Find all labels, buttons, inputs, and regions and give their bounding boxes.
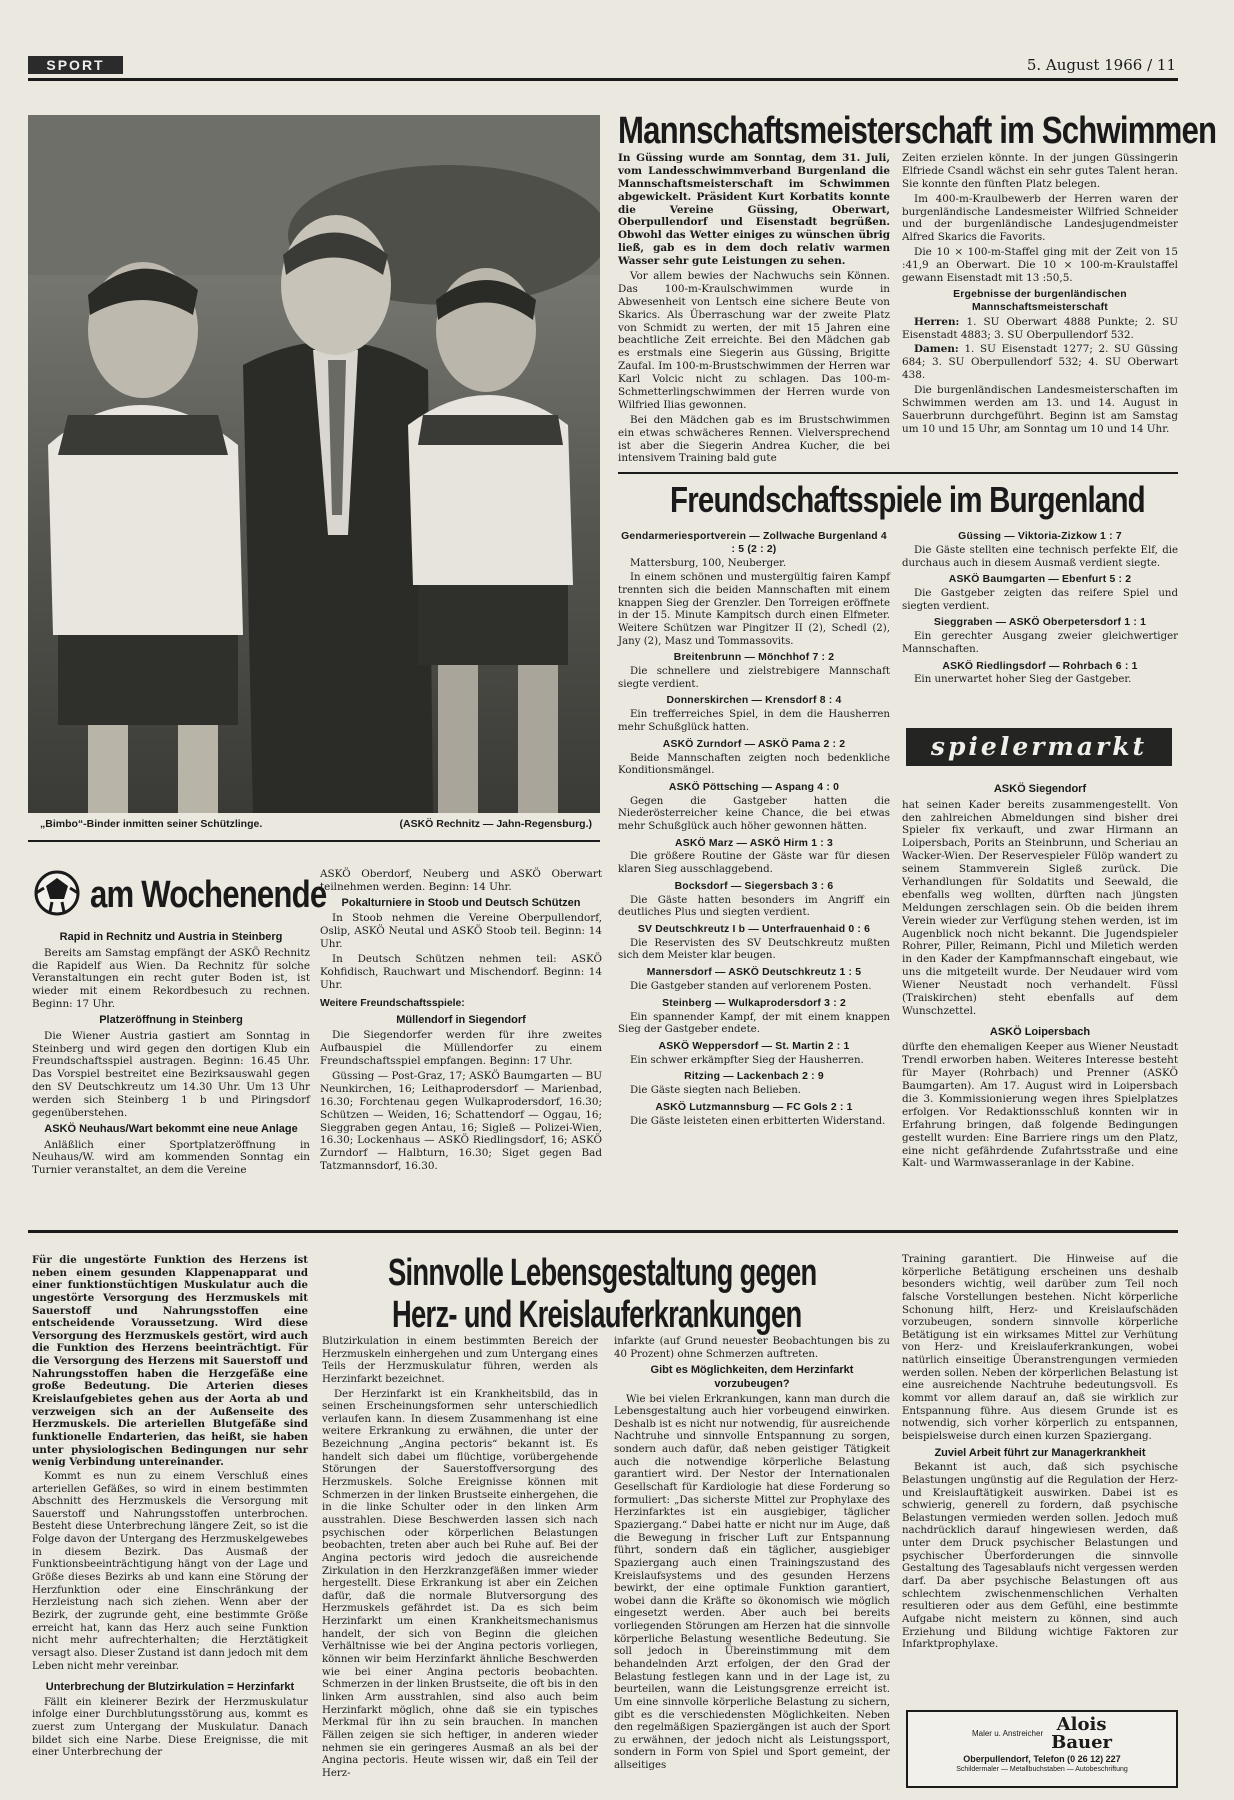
match-heading: Sieggraben — ASKÖ Oberpetersdorf 1 : 1 (933, 617, 1147, 629)
market-heading: ASKÖ Siegendorf (993, 783, 1087, 795)
weekend-col-2 (320, 868, 602, 1175)
match-text: Die Gastgeber zeigten das reifere Spiel und siegten verdient. (902, 588, 1178, 612)
match-heading: Bocksdorf — Siegersbach 3 : 6 (674, 880, 834, 892)
match-text: Ein schwer erkämpfter Sieg der Hausherren. (630, 1054, 864, 1066)
match-heading: ASKÖ Pöttsching — Aspang 4 : 0 (668, 781, 840, 793)
health-para: Blutzirkulation in einem bestimmten Bereich der Herzmuskeln einhergehen und zum Untergang eines Teils der Herzmuskulatur führen, werden als Herzinfarkt bezeichnet. (322, 1336, 598, 1385)
weekend-text: In Deutsch Schützen nehmen teil: ASKÖ Kohfidisch, Rauchwart und Mischendorf. Beginn: 14 Uhr. (320, 953, 602, 991)
photo-caption (40, 818, 592, 831)
match-text: Die Gastgeber standen auf verlorenem Posten. (630, 981, 872, 992)
swim-para: Die 10 × 100-m-Staffel ging mit der Zeit von 15 :41,9 an Oberwart. Die 10 × 100-m-Kraulstaffel gewann Eisenstadt mit 13 :50,5. (902, 246, 1178, 285)
weekend-heading: Platzeröffnung in Steinberg (99, 1014, 243, 1027)
match-heading: Breitenbrunn — Mönchhof 7 : 2 (673, 652, 835, 664)
friendly-col-1 (618, 527, 890, 1130)
weekend-text: Güssing — Post-Graz, 17; ASKÖ Baumgarten — BU Neunkirchen, 16; Leithaprodersdorf — Marienbad, 16.30; Forchtenau gegen Wulkaprodersdorf, 16.30; Schützen — Weiden, 16; Schattendorf — Oggau, 16; Sieggraben gegen Antau, 16; Sigleß — Polizei-Wien, 16.30; Lockenhaus — ASKÖ Riedlingsdorf, 16; ASKÖ Zurndorf — Halbturn, 16.30; Siget gegen Bad Tatzmannsdorf, 16.30. (320, 1069, 602, 1173)
ad-phone: Telefon (0 26 12) 227 (1033, 1754, 1121, 1764)
match-text: Die Reservisten des SV Deutschkreutz mußten sich dem Meister klar beugen. (618, 937, 890, 962)
match-heading: Donnerskirchen — Krensdorf 8 : 4 (666, 695, 842, 707)
advertisement (906, 1710, 1178, 1788)
weekend-text: In Stoob nehmen die Vereine Oberpullendorf, Oslip, ASKÖ Neutal und ASKÖ Stoob teil. Beginn: 14 Uhr. (320, 912, 602, 951)
match-heading: Mannersdorf — ASKÖ Deutschkreutz 1 : 5 (646, 967, 862, 979)
result-text: 1. SU Oberwart 4888 Punkte; 2. SU Eisenstadt 4883; 3. SU Oberpullendorf 532. (902, 315, 1178, 341)
match-text: Die Gäste leisteten einen erbitterten Widerstand. (630, 1115, 886, 1127)
health-col-2 (614, 1336, 890, 1775)
swim-para: Zeiten erzielen könnte. In der jungen Güssingerin Elfriede Csandl wächst ein sehr gutes Talent heran. Sie konnte den fünften Platz belegen. (902, 152, 1178, 190)
team-photo-image (28, 115, 600, 813)
weekend-text: Die Siegendorfer werden für ihre zweites Aufbauspiel die Müllendorfer zu einem Freundschaftsspiel empfangen. Beginn: 17 Uhr. (320, 1029, 602, 1068)
match-heading: ASKÖ Marz — ASKÖ Hirm 1 : 3 (674, 837, 834, 849)
result-label: Herren: (914, 315, 960, 328)
weekend-subhead: Weitere Freundschaftsspiele: (320, 997, 465, 1009)
weekend-text: Bereits am Samstag empfängt der ASKÖ Rechnitz die Rapidelf aus Wien. Da Rechnitz für solche Veranstaltungen ein recht guter Boden ist, ist wieder mit einem Rekordbesuch zu rechnen. Beginn: 17 Uhr. (32, 946, 310, 1011)
swim-col-2 (902, 152, 1178, 438)
result-label: Damen: (914, 343, 959, 356)
swim-headline: Mannschaftsmeisterschaft im Schwimmen (618, 110, 1217, 152)
photo-caption-source: (ASKÖ Rechnitz — Jahn-Regensburg.) (399, 818, 592, 830)
ad-name (1051, 1716, 1112, 1752)
ad-small: Maler u. Anstreicher (971, 1729, 1044, 1739)
health-para: Wie bei vielen Erkrankungen, kann man durch die Lebensgestaltung auch hier vorbeugend einwirken. Deshalb ist es nicht nur notwendig, für ausreichende Nachtruhe und sinnvolle Entspannung zu sorgen, sondern auch dafür, daß neben geistiger Tätigkeit auch die notwendige körperliche Belastung garantiert wird. Der Nestor der Internationalen Gesellschaft für Kardiologie hat diese Forderung so formuliert: „Das sicherste Mittel zur Prophylaxe des Herzinfarktes ist ein ausgiebiger, täglicher Spaziergang.“ Dabei hatte er nicht nur im Auge, daß die Bewegung in frischer Luft zur Entspannung führt, sondern daß ein täglicher, ausgiebiger Spaziergang auch einen Trainingszustand des Kreislaufsystems und des gesunden Herzens bewirkt, der eine optimale Funktion garantiert, wobei dann die Kräfte so ökonomisch wie möglich eingesetzt werden. Aber auch bei bereits vorliegenden Störungen am Herzen hat die sinnvolle körperliche Belastung wesentliche Bedeutung. Sie soll jedoch in Übereinstimmung mit dem behandelnden Arzt erfolgen, der den Grad der Belastung festlegen kann und in der Lage ist, zu beurteilen, wann die Leistungsgrenze erreicht ist. Um eine sinnvolle körperliche Belastung zu sichern, gibt es die verschiedensten Möglichkeiten. Neben den regelmäßigen Spaziergängen ist auch der Sport zu erwähnen, der jedoch nicht als Leistungssport, sondern in Form von Spiel und Sport gemeint, der allseitiges (614, 1393, 890, 1772)
weekend-heading: Rapid in Rechnitz und Austria in Steinberg (59, 931, 283, 943)
match-text: Die Gäste stellten eine technisch perfekte Elf, die durchaus auch in diesem Ausmaß verdient siegte. (902, 544, 1178, 569)
ad-place: Oberpullendorf, (963, 1754, 1031, 1764)
match-heading: SV Deutschkreutz I b — Unterfrauenhaid 0 : 6 (637, 923, 871, 935)
date-page: 5. August 1966 / 11 (1026, 56, 1176, 74)
match-heading: Gendarmeriesportverein — Zollwache Burgenland 4 : 5 (2 : 2) (621, 531, 887, 555)
health-col-1 (322, 1336, 598, 1782)
swim-lead: In Güssing wurde am Sonntag, dem 31. Juli, vom Landesschwimmverband Burgenland die Mannschaftsmeisterschaft im Schwimmen abgewickelt. Präsident Kurt Korbatits konnte die Vereine Güssing, Oberwart, Oberpullendorf und Eisenstadt begrüßen. Obwohl das Wetter einiges zu wünschen übrig ließ, gab es in dem doch relativ warmen Wasser sehr gute Leistungen zu sehen. (618, 152, 890, 268)
match-text: Mattersburg, 100, Neuberger. (630, 557, 787, 569)
swim-result-men (902, 316, 1178, 342)
weekend-col-1 (32, 928, 310, 1179)
health-subhead: Unterbrechung der Blutzirkulation = Herzinfarkt (45, 1681, 295, 1694)
match-text: Ein trefferreiches Spiel, in dem die Hausherren mehr Schußglück hatten. (618, 709, 890, 733)
spielermarkt-banner: spielermarkt (906, 728, 1172, 766)
market-heading: ASKÖ Loipersbach (989, 1025, 1091, 1038)
health-para: Fällt ein kleinerer Bezirk der Herzmuskulatur infolge einer Durchblutungsstörung aus, kommt es zuerst zum Untergang der Muskulatur. Danach bildet sich eine Narbe. Diese Ereignisse, die mit einer Unterbrechung der (32, 1696, 308, 1759)
weekend-heading: ASKÖ Neuhaus/Wart bekommt eine neue Anlage (44, 1122, 298, 1135)
swim-rule (618, 472, 1178, 474)
section-label: SPORT (28, 56, 123, 74)
market-text: hat seinen Kader bereits zusammengestellt. Von den zahlreichen Abmeldungen sind bisher drei Spieler fix verkauft, und zwar Hirmann an Loipersbach, Porits an Steinbrunn, und Scheriau an Wacker-Wien. Der Reservespieler Fülöp wandert zu seinem Stammverein Sigleß zurück. Die Verhandlungen für Soldatits und Seewald, die ebenfalls weg wollten, dürften nach jüngsten Meldungen zerschlagen sein. Ob die beiden ihrem Verein wieder zur Verfügung stehen werden, ist im Augenblick noch nicht bekannt. Die Jugendspieler Rohrer, Piller, Reimann, Pichl und Miletich werden in den Kader der Kampfmannschaft eingebaut, wie uns die mitgeteilt wurde. Der Neudauer wird vom Wiener Neustadt noch verhandelt. Füssl (Traiskirchen) steht ebenfalls auf dem Wunschzettel. (902, 798, 1178, 1017)
match-text: Die Gäste siegten nach Belieben. (630, 1085, 802, 1097)
swim-para: Vor allem bewies der Nachwuchs sein Können. Das 100-m-Kraulschwimmen wurde in Abwesenheit von Lentsch eine sichere Beute von Skarics. Als Überraschung war der zweite Platz von Schmidt zu werten, der mit 15 Jahren eine beachtliche Zeit erreichte. Bei den Mädchen gab es erstmals eine Siegerin aus Güssing, Brigitte Zaufal. Im 100-m-Brustschwimmen der Herren war Karl Volcic nicht zu schlagen. Das 100-m-Schmetterlingschwimmen der Herren wurde von Wilfried Ilias gewonnen. (618, 270, 890, 411)
swim-col-1 (618, 152, 890, 467)
section-rule (28, 1230, 1178, 1233)
swim-para: Im 400-m-Kraulbewerb der Herren waren der burgenländische Landesmeister Wilfried Schneider und der burgenländische Landesjugendmeister Alfred Skarics die Favorits. (902, 192, 1178, 244)
market-text: dürfte den ehemaligen Keeper aus Wiener Neustadt Trendl erworben haben. Weiteres Interesse besteht für Mayer (Rohrbach) und Prenner (ASKÖ Baumgarten). Am 17. August wird in Loipersbach die 3. Kommissionierung wegen ihres Spielplatzes erfolgen. Vor Redaktionsschluß konnten wir in Erfahrung bringen, daß folgende Bedingungen gestellt wurden: Eine Barriere rings um den Platz, eine nicht gefährdende Zufahrtsstraße und eine Kalt- und Warmwasseranlage in der Kabine. (902, 1041, 1178, 1170)
weekend-heading: Pokalturniere in Stoob und Deutsch Schützen (341, 896, 581, 909)
match-text: Die größere Routine der Gäste war für diesen klaren Sieg ausschlaggebend. (618, 851, 890, 876)
ball-icon (30, 870, 84, 916)
weekend-text: ASKÖ Oberdorf, Neuberg und ASKÖ Oberwart teilnehmen werden. Beginn: 14 Uhr. (320, 868, 602, 893)
match-text: Gegen die Gastgeber hatten die Niederösterreicher keine Chance, die bei etwas mehr Schußglück auch höher gewonnen hätten. (618, 795, 890, 832)
match-heading: ASKÖ Baumgarten — Ebenfurt 5 : 2 (948, 574, 1132, 586)
swim-results-title: Ergebnisse der burgenländischen Mannschaftsmeisterschaft (953, 288, 1127, 313)
result-text: 1. SU Eisenstadt 1277; 2. SU Güssing 684; 3. SU Oberpullendorf 532; 4. SU Oberwart 438. (902, 343, 1178, 382)
match-heading: Steinberg — Wulkaprodersdorf 3 : 2 (662, 997, 846, 1009)
photo-caption-main: „Bimbo“-Binder inmitten seiner Schützlinge. (40, 818, 263, 830)
health-headline-2: Herz- und Kreislauferkrankungen (392, 1294, 802, 1336)
health-headline-1: Sinnvolle Lebensgestaltung gegen (388, 1252, 817, 1294)
match-heading: ASKÖ Zurndorf — ASKÖ Pama 2 : 2 (662, 738, 846, 750)
weekend-text: Anläßlich einer Sportplatzeröffnung in Neuhaus/W. wird am kommenden Sonntag ein Turnier veranstaltet, an dem die Vereine (32, 1138, 310, 1177)
match-heading: Güssing — Viktoria-Zizkow 1 : 7 (958, 531, 1122, 542)
weekend-text: Die Wiener Austria gastiert am Sonntag in Steinberg und wird gegen den dortigen Klub ein Freundschaftsspiel austragen. Beginn: 16.45 Uhr. Das Vorspiel bestreitet eine Bezirksauswahl gegen den SV Deutschkreutz um 14.30 Uhr. Um 13 Uhr werden sich Steinberg 1 b und Piringsdorf gegenüberstehen. (32, 1029, 310, 1120)
health-subhead: Zuviel Arbeit führt zur Managerkrankheit (934, 1446, 1146, 1459)
weekend-heading: Müllendorf in Siegendorf (396, 1013, 526, 1026)
health-lead: Für die ungestörte Funktion des Herzens ist neben einem gesunden Klappenapparat und einer funktionstüchtigen Muskulatur auch die ungestörte Versorgung des Herzmuskels mit Sauerstoff und Nahrungsstoffen eine entscheidende Voraussetzung. Wird diese Versorgung des Herzmuskels gestört, wird auch die Funktion des Herzens beeinträchtigt. Für die Versorgung des Herzens mit Sauerstoff und Nahrungsstoffen haben die Herzgefäße eine große Bedeutung. Die Arterien dieses Kreislaufgebietes gehen aus der Aorta ab und verzweigen sich an der Außenseite des Herzmuskels. Die arteriellen Blutgefäße sind funktionelle Endarterien, das heißt, sie haben unter physiologischen Bedingungen nur sehr wenig Verbindung untereinander. (32, 1254, 308, 1469)
match-text: In einem schönen und mustergültig fairen Kampf trennten sich die beiden Mannschaften mit einem knappen Sieg der Grenzler. Den Torreigen eröffnete in der 15. Minute Kampitsch durch einen Elfmeter. Weitere Schützen war Pingitzer II (2), Schedl (2), Jany (2), Masz und Tommassovits. (618, 572, 890, 647)
health-col-0 (32, 1254, 308, 1762)
health-col-3 (902, 1254, 1178, 1654)
ad-name-2: Bauer (1051, 1732, 1113, 1753)
health-para: infarkte (auf Grund neuester Beobachtungen bis zu 40 Prozent) ohne Schmerzen auftreten. (614, 1336, 890, 1360)
match-text: Ein gerechter Ausgang zweier gleichwertiger Mannschaften. (902, 631, 1178, 655)
match-text: Ein spannender Kampf, der mit einem knappen Sieg der Gastgeber endete. (618, 1011, 890, 1036)
weekend-headline: am Wochenende (90, 874, 327, 916)
match-heading: Ritzing — Lackenbach 2 : 9 (684, 1071, 824, 1083)
swim-closing: Die burgenländischen Landesmeisterschaften im Schwimmen werden am 13. und 14. August in Sauerbrunn durchgeführt. Beginn ist am Samstag um 10 und 15 Uhr, am Sonntag um 10 und 14 Uhr. (902, 384, 1178, 435)
ad-header (908, 1716, 1176, 1752)
health-para: Training garantiert. Die Hinweise auf die körperliche Betätigung erscheinen uns deshalb besonders wichtig, weil darüber zum Teil noch falsche Vorstellungen bestehen. Nicht körperliche Schonung hilft, Herz- und Kreislaufschäden vorzubeugen, sondern sinnvolle körperliche Betätigung ist ein wirksames Mittel zur Verhütung von Herz- und Kreislauferkrankungen, wobei natürlich einseitige Überanstrengungen vermieden werden sollen. Neben der körperlichen Belastung ist eine ausreichende Nachtruhe bedeutungsvoll. Es kommt vor allem darauf an, daß sie wirklich zur Entspannung führe. Aus diesem Grunde ist es notwendig, sich vorher körperlich zu entspannen, beispielsweise durch einen kurzen Spaziergang. (902, 1254, 1178, 1442)
friendly-headline: Freundschaftsspiele im Burgenland (670, 479, 1145, 520)
health-para: Kommt es nun zu einem Verschluß eines arteriellen Gefäßes, so wird in einem bestimmten Abschnitt des Herzmuskels die Versorgung mit Sauerstoff und Nahrungsstoffen unterbrochen. Besteht diese Unterbrechung längere Zeit, so ist die Folge davon der Untergang des Herzmuskelgewebes in diesem Bezirk. Das Ausmaß der Funktionsbeeinträchtigung hängt von der Lage und Größe dieses Bezirks ab und kann eine Störung der Herzfunktion oder eine Einschränkung der Herzleistung nach sich ziehen. Wenn aber der Bezirk, der zugrunde geht, eine bestimmte Größe erreicht hat, kann das Herz auch seine Funktion nicht mehr aufrechterhalten; die Herztätigkeit versagt also. Dieser Zustand ist dann jedoch mit dem Leben nicht mehr vereinbar. (32, 1470, 308, 1672)
match-text: Beide Mannschaften zeigten noch bedenkliche Konditionsmängel. (618, 752, 890, 777)
ad-name-1: Alois (1056, 1714, 1107, 1735)
team-photo (28, 115, 600, 813)
swim-para: Bei den Mädchen gab es im Brustschwimmen ein etwas schwächeres Rennen. Vielversprechend ist aber die Siegerin Andrea Kucher, die bei intensivem Training bald gute (618, 413, 890, 465)
health-subhead: Gibt es Möglichkeiten, dem Herzinfarkt vorzubeugen? (650, 1364, 854, 1390)
match-heading: ASKÖ Lutzmannsburg — FC Gols 2 : 1 (655, 1101, 853, 1113)
match-heading: ASKÖ Weppersdorf — St. Martin 2 : 1 (658, 1040, 850, 1052)
ad-services: Schildermaler — Metallbuchstaben — Autobeschriftung (956, 1766, 1128, 1774)
swim-result-women (902, 343, 1178, 382)
friendly-col-2 (902, 527, 1178, 689)
match-text: Die schnellere und zielstrebigere Mannschaft siegte verdient. (618, 666, 890, 690)
photo-rule (28, 840, 600, 842)
ad-contact (908, 1754, 1176, 1765)
match-text: Ein unerwartet hoher Sieg der Gastgeber. (914, 674, 1132, 686)
header-rule (28, 78, 1178, 81)
health-para: Der Herzinfarkt ist ein Krankheitsbild, das in seinen Erscheinungsformen sehr unterschiedlich verlaufen kann. In diesem Zusammenhang ist eine weitere Erkrankung zu erwähnen, die unter der Bezeichnung „Angina pectoris“ bekannt ist. Es handelt sich dabei um flüchtige, vorübergehende Störungen der Sauerstoffversorgung des Herzmuskels. Solche Ereignisse können mit Schmerzen in der linken Brustseite einhergehen, die in die linke Schulter oder in den linken Arm ausstrahlen. Diese Beschwerden lassen sich nach psychischen oder körperlichen Belastungen beobachten, treten aber auch bei Ruhe auf. Bei der Angina pectoris wird jedoch die ausreichende Zirkulation in den Herzkranzgefäßen immer wieder hergestellt. Diese Erkrankung ist aber ein Zeichen dafür, daß die normale Blutversorgung des Herzmuskels gefährdet ist. Da es sich beim Herzinfarkt um einen Krankheitsmechanismus handelt, der sich von Beginn die gleichen Verhältnisse wie bei der Angina pectoris vorliegen, können wir beim Herzinfarkt ähnliche Beschwerden wie bei einer Angina pectoris beobachten. Schmerzen in der linken Brustseite, die oft bis in den linken Arm ausstrahlen, sind also auch beim Herzinfarkt möglich, ohne daß sie ein typisches Merkmal für ihn zu sein brauchen. In manchen Fällen zeigen sie sich heftiger, in anderen wieder nehmen sie ein geringeres Ausmaß an als bei der Angina pectoris. Heute wissen wir, daß ein Teil der Herz- (322, 1388, 598, 1779)
match-heading: ASKÖ Riedlingsdorf — Rohrbach 6 : 1 (942, 660, 1138, 672)
spielermarkt-col (902, 780, 1178, 1172)
match-text: Die Gäste hatten besonders im Angriff ein deutliches Plus und siegten verdient. (618, 894, 890, 919)
health-para: Bekannt ist auch, daß sich psychische Belastungen ungünstig auf die Regulation der Herz- und Kreislauftätigkeit auswirken. Dabei ist es schwierig, generell zu fordern, daß psychische Belastungen vermieden werden sollen. Jedoch muß nachdrücklich darauf hingewiesen werden, daß unter dem Druck psychischer Belastungen und psychischer Überforderungen die sinnvolle Gestaltung des Tagesablaufs nicht vergessen werden darf. Da aber psychische Belastungen oft aus schlechtem zwischenmenschlichen Verhalten resultieren oder aus dem Gefühl, eine bestimmte Aufgabe nicht meistern zu können, sind auch Erziehung und Bildung wichtige Faktoren zur Infarktprophylaxe. (902, 1462, 1178, 1651)
